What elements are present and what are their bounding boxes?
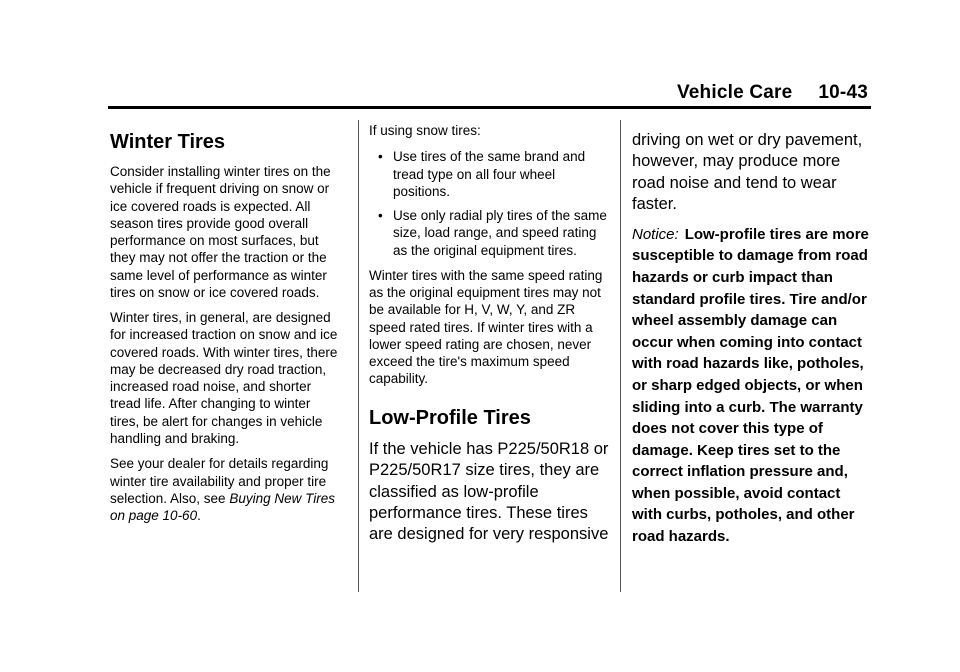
winter-tires-heading: Winter Tires bbox=[110, 131, 226, 153]
buying-new-tires-link[interactable]: Buying New Tires on page 10-60 bbox=[110, 490, 336, 524]
list-item-text: Use tires of the same brand and tread type on all four wheel positions. bbox=[393, 149, 586, 199]
winter-tires-paragraph-2: Winter tires, in general, are designed for increased traction on snow and ice covered roads. With winter tires, there may be decreased dry road traction, increased road noise, and shorter tread life. After changing to winter tires, be alert for changes in vehicle handling and braking. bbox=[110, 310, 338, 446]
column-divider-1 bbox=[358, 120, 359, 592]
page-number: 10-43 bbox=[818, 82, 868, 103]
column-divider-2 bbox=[620, 120, 621, 592]
page-header bbox=[677, 82, 868, 104]
notice-text: Low-profile tires are more susceptible to damage from road hazards or curb impact than standard profile tires. Tire and/or wheel assembly damage can occur when coming into contact with road hazards like, potholes, or sharp edged objects, or when sliding into a curb. The warranty does not cover this type of damage. Keep tires set to the correct inflation pressure and, when possible, avoid contact with curbs, potholes, and other road hazards. bbox=[632, 225, 869, 546]
bullet-icon: • bbox=[378, 208, 383, 224]
low-profile-paragraph: If the vehicle has P225/50R18 or P225/50R17 size tires, they are classified as low-profile performance tires. These tires are designed for very responsive bbox=[369, 439, 609, 544]
notice-block bbox=[632, 224, 872, 548]
low-profile-tires-heading: Low-Profile Tires bbox=[369, 406, 531, 429]
list-item-text: Use only radial ply tires of the same size, load range, and speed rating as the original equipment tires. bbox=[393, 208, 607, 258]
snow-tires-list bbox=[369, 148, 609, 259]
column-1 bbox=[110, 130, 342, 532]
list-item bbox=[369, 148, 609, 200]
notice-label: Notice: bbox=[632, 225, 679, 243]
column-3 bbox=[632, 130, 872, 548]
header-rule bbox=[108, 106, 871, 109]
section-title: Vehicle Care bbox=[676, 82, 793, 103]
low-profile-continued: driving on wet or dry pavement, however, may produce more road noise and tend to wear faster. bbox=[632, 131, 863, 214]
winter-tires-paragraph-3 bbox=[110, 455, 342, 524]
column-2 bbox=[369, 123, 609, 554]
snow-tires-intro: If using snow tires: bbox=[369, 123, 481, 138]
speed-rating-paragraph: Winter tires with the same speed rating as the original equipment tires may not be available for H, V, W, Y, and ZR speed rated tires. If winter tires with a lower speed rating are chosen, never exceed the tire's maximum speed capability. bbox=[369, 267, 603, 387]
paragraph-3-end: . bbox=[197, 508, 201, 524]
winter-tires-paragraph-1: Consider installing winter tires on the vehicle if frequent driving on snow or ice covered roads is expected. All season tires provide good overall performance on most surfaces, but they may not offer the traction or the same level of performance as winter tires on snow or ice covered roads. bbox=[110, 164, 331, 300]
bullet-icon: • bbox=[378, 149, 383, 165]
paragraph-3-text: See your dealer for details regarding winter tire availability and proper tire selection. Also, see bbox=[110, 456, 329, 506]
list-item bbox=[369, 207, 609, 259]
